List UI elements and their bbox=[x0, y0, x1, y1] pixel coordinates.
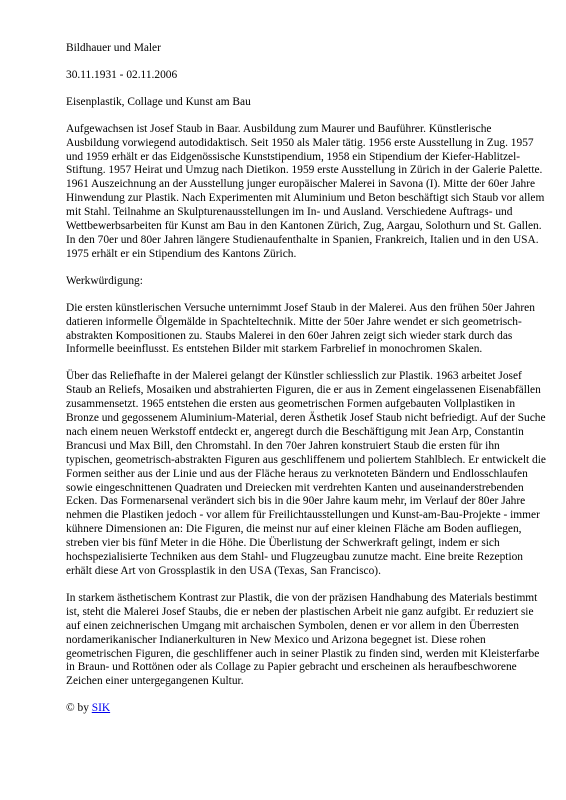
copyright-prefix: © by bbox=[66, 702, 92, 715]
profession-line: Bildhauer und Maler bbox=[66, 42, 161, 54]
appraisal-paragraph-painting: Die ersten künstlerischen Versuche unternimmt Josef Staub in der Malerei. Aus den frühen 50er Jahren datieren informelle Ölgemälde in Spachteltechnik. Mitte der 50er Jahre wendet er sich geometrisch-abstrakten Kompositionen zu. Staubs Malerei in den 60er Jahren zeigt sich wieder stark durch das Informelle beeinflusst. Es entstehen Bilder mit starkem Farbrelief in monochromen Skalen. bbox=[66, 301, 535, 356]
art-fields: Eisenplastik, Collage und Kunst am Bau bbox=[66, 95, 251, 108]
sik-link[interactable]: SIK bbox=[91, 702, 111, 715]
life-dates: 30.11.1931 - 02.11.2006 bbox=[66, 68, 178, 81]
biography-paragraph: Aufgewachsen ist Josef Staub in Baar. Ausbildung zum Maurer und Bauführer. Künstlerische Ausbildung vorwiegend autodidaktisch. Seit 1950 als Maler tätig. 1956 erste Ausstellung in Zug. 1957 und 1959 erhält er das Eidgenössische Kunststipendium, 1958 ein Stipendium der Kiefer-Hablitzel-Stiftung. 1957 Heirat und Umzug nach Dietikon. 1959 erste Ausstellung in Zürich in der Galerie Palette. 1961 Auszeichnung an der Ausstellung junger europäischer Malerei in Savona (I). Mitte der 60er Jahre Hinwendung zur Plastik. Nach Experimenten mit Aluminium und Beton beschäftigt sich Staub vor allem mit Stahl. Teilnahme an Skulpturenausstellungen im In- und Ausland. Verschiedene Auftrags- und Wettbewerbsarbeiten für Kunst am Bau in den Kantonen Zürich, Zug, Aargau, Solothurn und St. Gallen. In den 70er und 80er Jahren längere Studienaufenthalte in Spanien, Frankreich, Italien und in den USA. 1975 erhält er ein Stipendium des Kantons Zürich. bbox=[66, 122, 545, 260]
appraisal-paragraph-contrast: In starkem ästhetischem Kontrast zur Plastik, die von der präzisen Handhabung des Materials bestimmt ist, steht die Malerei Josef Staubs, die er neben der plastischen Arbeit nie ganz aufgibt. Er reduziert sie auf einen zeichnerischen Umgang mit archaischen Symbolen, denen er vor allem in den Überresten nordamerikanischer Indianerkulturen in New Mexico und Arizona begegnet ist. Diese rohen geometrischen Figuren, die geschliffener auch in seiner Plastik zu finden sind, werden mit Kleisterfarbe in Braun- und Rottönen oder als Collage zu Papier gebracht und erscheinen als heraufbeschworene Zeichen einer untergegangenen Kultur. bbox=[66, 591, 540, 688]
appraisal-paragraph-sculpture: Über das Reliefhafte in der Malerei gelangt der Künstler schliesslich zur Plastik. 1963 arbeitet Josef Staub an Reliefs, Mosaiken und abstrahierten Figuren, die er aus in Zement eingelassenen Eisenabfällen zusammensetzt. 1965 entstehen die ersten aus geometrischen Formen aufgebauten Vollplastiken in Bronze und gegossenem Aluminium-Material, deren Ästhetik Josef Staub nicht befriedigt. Auf der Suche nach einem neuen Werkstoff entdeckt er, angeregt durch die Beschäftigung mit Jean Arp, Constantin Brancusi und Max Bill, den Chromstahl. In den 70er Jahren konstruiert Staub die ersten für ihn typischen, geometrisch-abstrakten Figuren aus geschliffenem und poliertem Stahlblech. Er entwickelt die Formen seither aus der Linie und aus der Fläche heraus zu verknoteten Bändern und Endlosschlaufen sowie eingeschnittenen Quadraten und Dreiecken mit verdrehten Kanten und auseinanderstrebenden Ecken. Das Formenarsenal verändert sich bis in die 90er Jahre kaum mehr, im Verlauf der 80er Jahre nehmen die Plastiken jedoch - vor allem für Freilichtausstellungen und Kunst-am-Bau-Projekte - immer kühnere Dimensionen an: Die Figuren, die meinst nur auf einer kleinen Fläche am Boden aufliegen, streben vier bis fünf Meter in die Höhe. Die Überlistung der Schwerkraft gelingt, indem er sich hochspezialisierte Techniken aus dem Stahl- und Flugzeugbau zunutze macht. Eine breite Rezeption erhält diese Art von Grossplastik in den USA (Texas, San Francisco). bbox=[66, 370, 546, 577]
copyright-footer bbox=[66, 702, 546, 716]
appraisal-heading: Werkwürdigung: bbox=[66, 274, 143, 287]
